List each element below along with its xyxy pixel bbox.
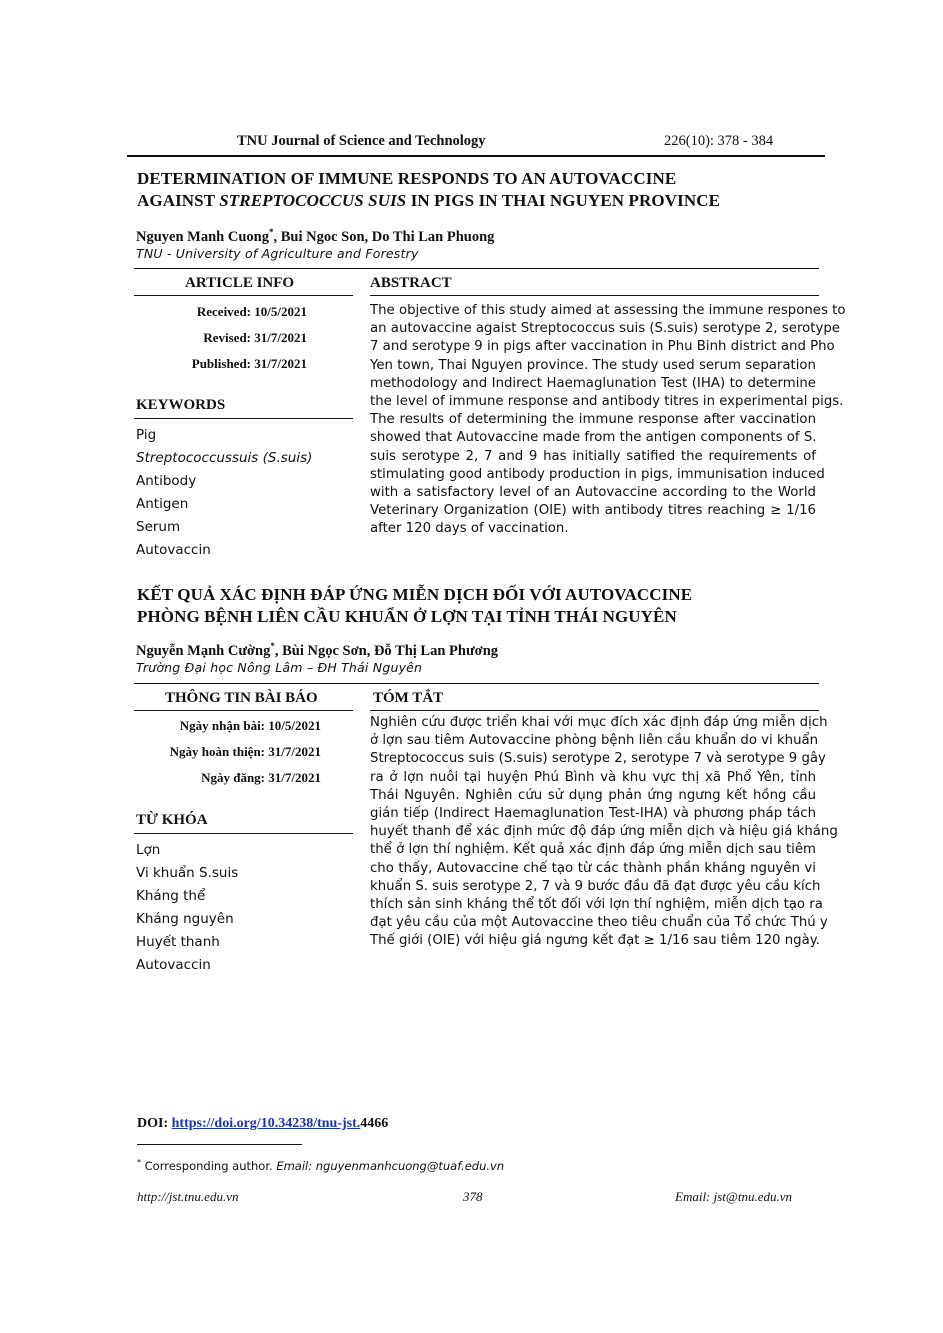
journal-name: TNU Journal of Science and Technology [237, 133, 486, 149]
keywords-rule [134, 418, 353, 419]
vietnamese-title-line1: KẾT QUẢ XÁC ĐỊNH ĐÁP ỨNG MIỄN DỊCH ĐỐI VỚI AUTOVACCINE [137, 585, 693, 604]
article-info-heading: ARTICLE INFO [185, 275, 295, 291]
vn-keyword-item: Lợn [136, 842, 161, 858]
vn-keyword-item: Kháng nguyên [136, 911, 234, 927]
info-rule-right [370, 295, 819, 296]
vn-info-rule-left [134, 710, 353, 711]
abstract-heading: ABSTRACT [370, 275, 452, 291]
vn-keywords-heading: TỪ KHÓA [136, 812, 208, 828]
english-title-line2: AGAINST STREPTOCOCCUS SUIS IN PIGS IN THAI NGUYEN PROVINCE [137, 191, 721, 210]
english-affiliation: TNU - University of Agriculture and Forestry [136, 246, 419, 261]
vn-keyword-item: Huyết thanh [136, 934, 220, 950]
english-abstract: The objective of this study aimed at assessing the immune respones to an autovaccine agaist Streptococcus suis (S.suis) serotype 2, serotype 7 and serotype 9 in pigs after vaccination in Phu Binh district and Pho Yen town, Thai Nguyen province. The study used serum separation methodology and Indirect Haemaglunation Test (IHA) to determine the level of immune response and antibody titres in experimental pigs. The results of determining the immune response after vaccination showed that Autovaccine made from the antigen components of S. suis serotype 2, 7 and 9 has initially satified the requirements of stimulating good antibody production in pigs, immunisation induced with a satisfactory level of an Autovaccine according to the World Veterinary Organization (OIE) with antibody titres reaching ≥ 1/16 after 120 days of vaccination. [370, 303, 846, 537]
keyword-item: Autovaccin [136, 542, 211, 558]
keyword-item: Streptococcussuis (S.suis) [136, 450, 313, 466]
info-rule-left [134, 295, 353, 296]
english-title-line1: DETERMINATION OF IMMUNE RESPONDS TO AN AUTOVACCINE [137, 169, 677, 188]
keyword-item: Pig [136, 427, 157, 443]
footer-url[interactable]: http://jst.tnu.edu.vn [137, 1189, 239, 1204]
page-number: 378 [463, 1189, 483, 1204]
english-authors: Nguyen Manh Cuong*, Bui Ngoc Son, Do Thi Lan Phuong [136, 227, 495, 245]
vietnamese-affiliation: Trường Đại học Nông Lâm – ĐH Thái Nguyên [136, 660, 423, 675]
vn-revised-date: Ngày hoàn thiện: 31/7/2021 [169, 744, 321, 759]
keyword-item: Antigen [136, 496, 189, 512]
footnote-rule [137, 1144, 302, 1145]
keyword-item: Serum [136, 519, 181, 535]
doi-link[interactable]: https://doi.org/10.34238/tnu-jst. [171, 1116, 361, 1131]
vietnamese-authors: Nguyễn Mạnh Cường*, Bùi Ngọc Sơn, Đỗ Thị Lan Phương [136, 641, 499, 659]
vn-article-info-heading: THÔNG TIN BÀI BÁO [165, 690, 318, 706]
doi-line: DOI: https://doi.org/10.34238/tnu-jst.4466 [137, 1116, 389, 1131]
vn-keywords-rule [134, 833, 353, 834]
keyword-item: Antibody [136, 473, 197, 489]
vn-received-date: Ngày nhận bài: 10/5/2021 [179, 718, 321, 733]
vn-keyword-item: Autovaccin [136, 957, 211, 973]
keywords-heading: KEYWORDS [136, 397, 226, 413]
vietnamese-abstract: Nghiên cứu được triển khai với mục đích xác định đáp ứng miễn dịch ở lợn sau tiêm Autovaccine phòng bệnh liên cầu khuẩn do vi khuẩn Streptococcus suis (S.suis) serotype 2, serotype 7 và serotype 9 gây ra ở lợn nuôi tại huyện Phú Bình và khu vực thị xã Phổ Yên, tỉnh Thái Nguyên. Nghiên cứu sử dụng phản ứng ngưng kết hồng cầu gián tiếp (Indirect Haemaglunation Test-IHA) và phương pháp tách huyết thanh để xác định mức độ đáp ứng miễn dịch và hiệu giá kháng thể ở lợn thí nghiệm. Kết quả xác định đáp ứng miễn dịch sau tiêm cho thấy, Autovaccine chế tạo từ các thành phần kháng nguyên vi khuẩn S. suis serotype 2, 7 và 9 bước đầu đã đạt được yêu cầu kích thích sản sinh kháng thể tốt đối với lợn thí nghiệm, miễn dịch tạo ra đạt yêu cầu của một Autovaccine theo tiêu chuẩn của Tổ chức Thú y Thế giới (OIE) với hiệu giá ngưng kết đạt ≥ 1/16 sau tiêm 120 ngày. [370, 715, 838, 949]
vn-keyword-item: Vi khuẩn S.suis [136, 865, 239, 881]
vn-keyword-item: Kháng thể [136, 888, 206, 904]
footer-email: Email: jst@tnu.edu.vn [675, 1189, 793, 1204]
vn-info-rule-top [134, 683, 819, 684]
vietnamese-title-line2: PHÒNG BỆNH LIÊN CẦU KHUẨN Ở LỢN TẠI TỈNH THÁI NGUYÊN [137, 607, 677, 626]
corresponding-author-footnote: * Corresponding author. Email: nguyenmanhcuong@tuaf.edu.vn [137, 1158, 505, 1173]
vn-published-date: Ngày đăng: 31/7/2021 [201, 770, 321, 785]
received-date: Received: 10/5/2021 [196, 304, 307, 319]
revised-date: Revised: 31/7/2021 [203, 330, 307, 345]
header-rule [127, 155, 825, 157]
published-date: Published: 31/7/2021 [191, 356, 307, 371]
journal-issue: 226(10): 378 - 384 [664, 133, 774, 149]
vn-abstract-heading: TÓM TẮT [373, 690, 444, 706]
vn-info-rule-right [370, 710, 819, 711]
info-rule-top [134, 268, 819, 269]
